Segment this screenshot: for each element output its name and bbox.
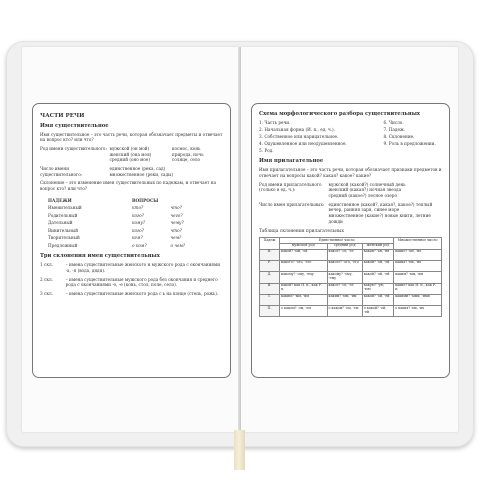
parts-of-speech-title: ЧАСТИ РЕЧИ	[40, 113, 85, 119]
adjective-declension-table	[259, 237, 442, 317]
table-header-neuter: средний род	[327, 244, 362, 250]
table-header-masculine: мужской род	[280, 244, 328, 250]
table-header-case: Падеж	[260, 238, 280, 249]
right-content-panel	[251, 103, 450, 378]
declension-item: 1 скл. – имена существительные женского и мужского рода с окончаниями -а, -я (вода, дядя).	[40, 262, 220, 273]
adj-gender-line: мужской (какой?) солнечный день	[328, 181, 406, 187]
table-row: Т. каким? -ым, -им каким? -ым, -им какой? -ой, -ей какими? -ыми, -ими	[260, 294, 442, 305]
adjective-definition: Имя прилагательное – это часть речи, которая обозначает признаки предметов и отвечает на вопросы какой? какая? какое? какие?	[259, 167, 442, 179]
case-row: Именительный кто? что?	[48, 205, 182, 211]
noun-gender-label: Род имени существительного:	[40, 145, 107, 151]
adj-gender-line: средний (какое?) лесное озеро	[328, 193, 397, 199]
noun-number-label: Число имени существительного:	[40, 165, 83, 177]
scheme-item: 2. Начальная форма (И. п., ед. ч.).	[259, 127, 336, 133]
declensions-title: Три склонения имен существительных	[40, 253, 160, 260]
scheme-item: 4. Одушевленное или неодушевленное.	[259, 141, 347, 147]
left-page	[22, 47, 239, 432]
table-row: В. какой? как И. п., как Р. п. какое? -ое, -ее какую? -ую, -юю какие? как И. п., как Р. п.	[260, 283, 442, 294]
adj-gender-block	[259, 182, 442, 199]
adj-gender-label: Род имени прилагательного (только в ед. ч.):	[259, 181, 322, 193]
adj-number-line: множественное (какие?) новые книги, летние дожди	[328, 213, 431, 224]
adj-gender-line: женский (какая?) ночная звезда	[328, 187, 402, 193]
table-header-singular: Единственное число	[280, 238, 394, 244]
scheme-item: 8. Склонение.	[383, 134, 415, 140]
case-row: Творительный кем? чем?	[48, 235, 182, 241]
case-row: Предложный о ком? о чем?	[48, 242, 186, 248]
morph-scheme-title: Схема морфологического разбора существительных	[259, 111, 420, 117]
table-header-feminine: женский род	[362, 244, 393, 250]
cases-table	[48, 198, 223, 249]
gender-row: мужской (он мой) космос, конь	[109, 145, 201, 151]
adj-number-line: единственное (какой?, какая?, какое?) теплый вечер, ранняя заря, синее море	[328, 201, 433, 213]
adj-number-block	[259, 202, 442, 225]
scheme-item: 5. Род.	[259, 148, 274, 154]
gender-row: средний (оно мое) солнце, село	[109, 157, 201, 163]
number-line: единственное (река, сад)	[109, 165, 166, 171]
scheme-item: 1. Часть речи.	[259, 120, 291, 126]
scheme-item: 6. Число.	[383, 120, 404, 126]
adj-number-label: Число имен прилагательных:	[259, 201, 325, 207]
noun-definition: Имя существительное – это часть речи, которая обозначает предметы и отвечает на вопрос кто? или что?	[40, 131, 223, 143]
cases-header: ПАДЕЖИ ВОПРОСЫ	[48, 197, 159, 203]
scheme-item: 9. Роль в предложении.	[383, 141, 436, 147]
left-content-panel	[32, 103, 231, 378]
scheme-item: 3. Собственное или нарицательное.	[259, 134, 339, 140]
case-row: Винительный кого? что?	[48, 227, 182, 233]
scheme-item: 7. Падеж.	[383, 127, 406, 133]
declension-item: 3 скл. – имена существительные женского рода с ь на конце (степь, рожь).	[40, 291, 219, 296]
table-row: П. о каком? -ом, -ем о каком? -ом, -ем о какой? -ой, -ей о каких? -ых, -их	[260, 306, 442, 317]
number-line: множественное (реки, сады)	[109, 171, 174, 177]
morph-scheme-list	[259, 120, 442, 155]
bookmark-ribbon	[234, 430, 245, 470]
adjective-title: Имя прилагательное	[259, 158, 324, 165]
table-row: Р. какого? -ого, -его какого? -ого, -его какой? -ой, -ей каких? -ых, -их	[260, 261, 442, 272]
table-row: Д. какому? -ому, -ему какому? -ому, -ему какой? -ой, -ей каким? -ым, -им	[260, 272, 442, 283]
declension-definition: Склонение – это изменение имен существительных по падежам, и отвечает на вопрос кто? или что?	[40, 180, 216, 191]
declension-table-title: Таблица склонения прилагательных	[259, 229, 345, 235]
right-page	[241, 47, 458, 432]
table-row: И. какой? -ый, -ой какое? -ое, -ее какая? -ая, -яя какие? -ые, -ие	[260, 249, 442, 260]
noun-gender-block	[40, 146, 223, 163]
case-row: Родительный кого? чего?	[48, 212, 183, 218]
table-header-plural: Множественное число	[394, 238, 442, 249]
noun-subtitle: Имя существительное	[40, 122, 109, 129]
declension-item: 2 скл. – имена существительные мужского рода без окончания и среднего рода с окончаниями -о, -е (конь, стол, поле, село).	[40, 276, 218, 288]
gender-row: женский (она моя) природа, ночь	[109, 151, 204, 157]
noun-number-block	[40, 166, 223, 177]
case-row: Дательный кому? чему?	[48, 220, 184, 226]
